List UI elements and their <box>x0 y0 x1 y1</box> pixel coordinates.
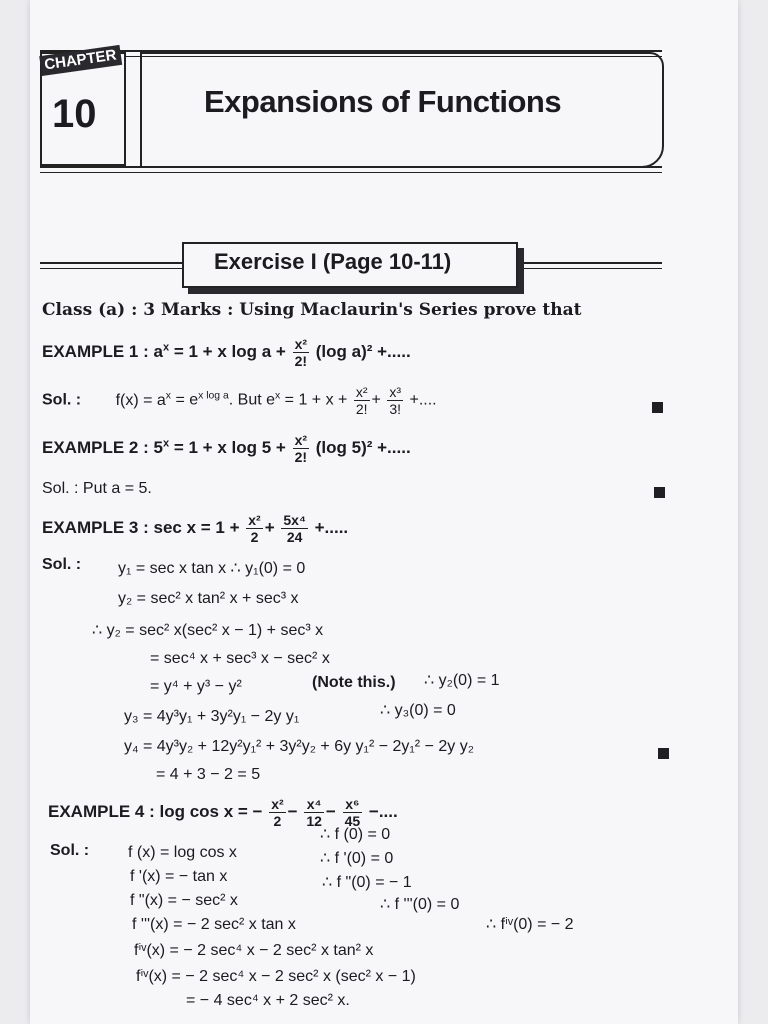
exercise-right-rule <box>522 262 662 264</box>
example-3-lhs: sec x = 1 + <box>153 517 240 537</box>
frac-num: x² <box>354 384 370 401</box>
example-2-rhs-a: = 1 + x log 5 + <box>173 437 286 457</box>
e4-line-4: f '(x) = − tan x <box>130 868 228 885</box>
exercise-right-rule-2 <box>522 268 662 269</box>
frac-den: 24 <box>286 529 303 545</box>
end-marker <box>652 402 663 413</box>
header-bottom-rule-2 <box>40 172 662 173</box>
e3-line-9: y₄ = 4y³y₂ + 12y²y₁² + 3y²y₂ + 6y y₁² − 2y₁² − 2y y₂ <box>124 738 474 755</box>
sol-b: = e <box>175 391 199 409</box>
example-4: EXAMPLE 4 : log cos x = − $\frac{\text{x²}}{2}$ − $\frac{\text{x⁴}}{12}$ − $\frac{\text{x⁶}}{45}$ −.... <box>48 796 398 829</box>
example-3-fraction-1 <box>246 512 262 545</box>
frac-num: x³ <box>387 384 403 401</box>
example-4-lhs: log cos x = − <box>159 801 263 821</box>
sol-frac-2 <box>354 384 370 417</box>
frac-num: x⁴ <box>304 796 324 813</box>
example-1-solution: Sol. : $f(x) = a^x = e^{x log a}$. But $e^x = 1 + x$ + $\frac{\text{x²}}{2!}$ + $\frac{\text{x³}}{3!}$ +.... <box>42 384 437 417</box>
sol-b-exp: x log a <box>198 390 229 402</box>
e3-line-5: = y⁴ + y³ − y² <box>150 678 242 695</box>
frac-den: 45 <box>344 813 361 829</box>
frac-den: 2! <box>355 401 368 417</box>
e4-line-5: ∴ f "(0) = − 1 <box>322 874 412 891</box>
example-1-label: EXAMPLE 1 : <box>42 341 149 361</box>
example-2-rhs-b: (log 5)² +..... <box>315 437 411 457</box>
e3-line-2: y₂ = sec² x tan² x + sec³ x <box>118 590 299 607</box>
example-4-label: EXAMPLE 4 : <box>48 801 155 821</box>
e4-line-12: = − 4 sec⁴ x + 2 sec² x. <box>186 992 350 1009</box>
example-4-fraction-1 <box>269 796 285 829</box>
e4-line-3: ∴ f '(0) = 0 <box>320 850 394 867</box>
example-2-label: EXAMPLE 2 : <box>42 437 149 457</box>
example-1-rhs-b: (log a)² +..... <box>315 341 411 361</box>
frac-num: x² <box>248 512 261 528</box>
example-2-lhs: 5 <box>153 437 163 457</box>
e4-line-7: ∴ f '''(0) = 0 <box>380 896 460 913</box>
e3-line-3: ∴ y₂ = sec² x(sec² x − 1) + sec³ x <box>92 622 324 639</box>
e3-line-1: y₁ = sec x tan x ∴ y₁(0) = 0 <box>118 560 306 577</box>
example-1-rhs-a: = 1 + x log a + <box>173 341 286 361</box>
end-marker <box>658 748 669 759</box>
e4-line-2: f (x) = log cos x <box>128 844 237 861</box>
frac-num: x² <box>294 432 308 448</box>
header-bottom-rule <box>40 166 662 168</box>
frac-den: 2! <box>294 353 308 369</box>
frac-den: 3! <box>389 401 402 417</box>
frac-num: x⁶ <box>343 796 363 813</box>
e3-line-7: y₃ = 4y³y₁ + 3y²y₁ − 2y y₁ <box>124 708 300 725</box>
frac-den: 2 <box>250 529 259 545</box>
example-1 <box>42 336 411 369</box>
example-4-sol-label: Sol. : <box>50 842 90 859</box>
example-3-label: EXAMPLE 3 : <box>42 517 149 537</box>
example-4-rhs-b: −.... <box>368 801 398 821</box>
frac-num: 5x⁴ <box>283 512 306 528</box>
exercise-left-rule <box>40 262 182 264</box>
frac-num: x² <box>294 336 308 352</box>
e4-line-9: fⁱᵛ(x) = − 2 sec⁴ x − 2 sec² x tan² x <box>134 942 374 959</box>
exercise-left-rule-2 <box>40 268 182 269</box>
e3-line-10: = 4 + 3 − 2 = 5 <box>156 766 261 783</box>
example-2-fraction <box>293 432 309 465</box>
e4-line-6: f "(x) = − sec² x <box>130 892 238 909</box>
example-1-lhs-exp: x <box>162 341 170 354</box>
example-1-lhs: a <box>153 341 163 361</box>
e4-line-8: f '''(x) = − 2 sec² x tan x <box>132 916 296 933</box>
sol-c: . But e <box>228 391 276 409</box>
example-3-rhs-b: +..... <box>314 517 349 537</box>
e3-line-4: = sec⁴ x + sec³ x − sec² x <box>150 650 330 667</box>
sol-label: Sol. : <box>42 391 82 409</box>
sol-e: +.... <box>409 391 437 409</box>
example-2: EXAMPLE 2 : 5$^x$ = 1 + x log 5 + $\frac{\text{x²}}{2!}$ (log 5)² +..... <box>42 432 411 465</box>
sol-d: = 1 + x + <box>284 391 348 409</box>
e3-note: (Note this.) <box>312 674 396 691</box>
end-marker <box>654 487 665 498</box>
frac-num: x² <box>271 796 284 812</box>
example-2-solution: Sol. : Put a = 5. <box>42 480 152 497</box>
chapter-tab: CHAPTER <box>39 45 122 76</box>
frac-den: 12 <box>306 813 322 829</box>
e4-line-1: ∴ f (0) = 0 <box>320 826 391 843</box>
e3-line-8: ∴ y₃(0) = 0 <box>380 702 456 719</box>
frac-den: 2! <box>294 449 308 465</box>
sol-a: f(x) = a <box>115 391 166 409</box>
e4-line-11: fⁱᵛ(x) = − 2 sec⁴ x − 2 sec² x (sec² x − 1) <box>136 968 416 985</box>
sol-frac-3 <box>387 384 403 417</box>
example-3-fraction-2 <box>281 512 308 545</box>
chapter-title: Expansions of Functions <box>204 84 562 119</box>
frac-den: 2 <box>273 813 282 829</box>
example-3-sol-label: Sol. : <box>42 556 82 573</box>
example-3: EXAMPLE 3 : sec x = 1 + $\frac{\text{x²}}{2}$ + $\frac{\text{5x⁴}}{24}$ +..... <box>42 512 349 545</box>
chapter-number: 10 <box>52 92 97 136</box>
exercise-title: Exercise I (Page 10-11) <box>214 249 452 274</box>
e3-line-6: ∴ y₂(0) = 1 <box>424 672 500 689</box>
example-1-fraction <box>293 336 309 369</box>
class-line: Class (a) : 3 Marks : Using Maclaurin's Series prove that <box>42 300 582 320</box>
e4-line-10: ∴ fⁱᵛ(0) = − 2 <box>486 916 574 933</box>
